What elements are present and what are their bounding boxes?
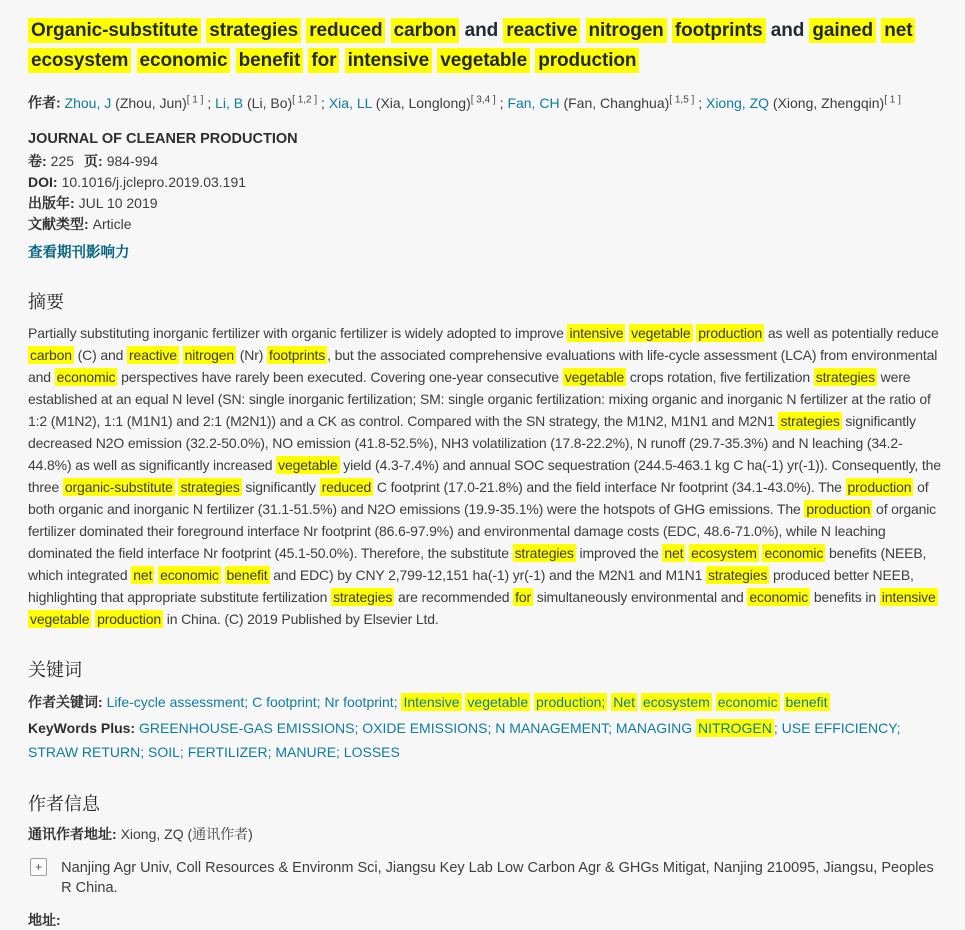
text-run: (Xiong, Zhengqin) — [769, 94, 885, 111]
text-run: were established at an equal N level (SN: single inorganic fertilization; SM: single organic fertilization: mixing organic and inorganic N fertilizer at the ratio of 1:2 (M1N2), 1:1 (M1N1) and 2:1 (M2N1)) and a CK as control. Compared with the SN strategy, the M1N2, M1N1 and M2N1 — [28, 368, 931, 429]
text-run: ; — [203, 94, 216, 111]
highlighted-term: strategies — [708, 566, 768, 583]
text-run: of both organic and inorganic N fertilizer (31.1-51.5%) and N2O emissions (19.9-35.1%) were the hotspots of GHG emissions. The — [28, 478, 929, 517]
text-link[interactable]: C footprint — [252, 693, 317, 710]
text-link[interactable]: Zhou, J — [64, 94, 112, 111]
text-link[interactable]: Net — [613, 693, 635, 710]
text-run: yield (4.3-7.4%) and annual SOC sequestration (244.5-463.1 kg C ha(-1) yr(-1)). Consequently, the three — [28, 456, 941, 495]
highlighted-term: reactive — [503, 18, 580, 43]
text-run — [221, 567, 225, 583]
text-run: (C) and — [73, 346, 128, 363]
author-keywords-label: 作者关键词: — [28, 693, 103, 710]
text-run: and — [765, 20, 810, 41]
volume-value: 225 — [50, 152, 75, 169]
text-run — [580, 20, 585, 41]
keywords-header: 关键词 — [28, 659, 82, 680]
text-run: , but the associated comprehensive evaluations with life-cycle assessment (LCA) from environmental and — [28, 346, 938, 385]
highlighted-term: ecosystem — [28, 48, 131, 73]
address-text: Nanjing Agr Univ, Coll Resources & Environm Sci, Jiangsu Key Lab Low Carbon Agr & GHGs Mitigat, Nanjing 210095, Jiangsu, Peoples R China. — [61, 859, 934, 896]
text-run — [131, 50, 136, 71]
text-link[interactable]: production; — [536, 693, 606, 710]
highlighted-term: intensive — [345, 48, 432, 73]
author-keywords-list — [107, 693, 830, 711]
highlighted-term: strategies — [514, 544, 574, 561]
authors-list — [65, 95, 901, 111]
text-run: produced better NEEB, highlighting that appropriate substitute fertilization — [28, 566, 914, 605]
text-link[interactable]: vegetable — [467, 693, 529, 710]
highlighted-term: footprints — [269, 346, 326, 363]
text-run: [ 1 ] — [186, 94, 204, 105]
addresses-label-clipped: 地址: — [28, 911, 61, 928]
text-link[interactable]: economic — [717, 693, 778, 710]
highlighted-term: intensive — [881, 588, 936, 605]
highlighted-term: production — [698, 324, 763, 341]
highlighted-term: benefit — [236, 48, 304, 73]
text-run: are recommended — [394, 588, 514, 605]
abstract-text — [28, 322, 945, 630]
text-run: as well as potentially reduce — [764, 324, 939, 341]
highlighted-term: vegetable — [564, 368, 625, 385]
text-run: (Nr) — [236, 346, 268, 363]
text-run: crops rotation, five fertilization — [626, 368, 814, 385]
text-link[interactable]: ; — [393, 693, 402, 710]
highlighted-term: production — [847, 478, 912, 495]
highlighted-term: economic — [764, 544, 824, 561]
pubyear-row — [28, 196, 945, 210]
highlighted-term: reduced — [306, 18, 385, 43]
text-link[interactable]: ; — [316, 693, 325, 710]
text-run: improved the — [575, 544, 663, 561]
text-link[interactable]: ; — [244, 693, 253, 710]
highlighted-term: economic — [160, 566, 219, 583]
text-run: (Li, Bo) — [243, 94, 293, 111]
abstract-section — [28, 288, 945, 630]
highlighted-term: strategies — [206, 18, 301, 43]
highlighted-term: nitrogen — [586, 18, 667, 43]
text-link[interactable]: Fan, CH — [507, 94, 560, 111]
highlighted-term: production — [806, 500, 871, 517]
text-run: significantly decreased N2O emission (32.2-50.0%), NO emission (41.8-52.5%), NH3 volatilization (17.8-22.2%), N runoff (29.7-35.3%) and N leaching (34.2-44.8%) as well as significantly increased — [28, 412, 916, 473]
text-run: of organic fertilizer dominated their foreground interface Nr footprint (86.6-97.9%) and environmental damage costs (EDC, 48.6-71.0%), while N leaching dominated the field interface Nr footprint (45.1-50.0%). Therefore, the substitute — [28, 500, 937, 561]
highlighted-term: intensive — [569, 324, 624, 341]
text-run: benefits in — [810, 588, 880, 605]
journal-name: JOURNAL OF CLEANER PRODUCTION — [28, 130, 298, 147]
pages-value: 984-994 — [106, 152, 159, 169]
highlighted-term: net — [664, 544, 684, 561]
text-run: benefits (NEEB, which integrated — [28, 544, 927, 583]
highlighted-term: net — [133, 566, 153, 583]
highlighted-term: economic — [137, 48, 231, 73]
highlighted-term: reduced — [321, 478, 372, 495]
authors-label: 作者: — [28, 94, 61, 111]
text-run: ; — [495, 94, 508, 111]
text-link[interactable]: Life-cycle assessment — [106, 693, 245, 710]
highlighted-term: strategies — [180, 478, 240, 495]
highlighted-term: strategies — [780, 412, 840, 429]
text-run: simultaneously environmental and — [533, 588, 748, 605]
highlighted-term: economic — [56, 368, 116, 385]
text-link[interactable]: benefit — [785, 693, 828, 710]
corresponding-author-label: 通讯作者地址: — [28, 825, 117, 842]
author-info-section — [28, 790, 945, 930]
highlighted-term: Organic-substitute — [28, 18, 201, 43]
highlighted-term: for — [308, 48, 339, 73]
author-keywords-line — [28, 690, 945, 714]
text-link[interactable]: Intensive — [403, 693, 460, 710]
doi-row — [28, 175, 945, 189]
pages-label: 页: — [84, 152, 103, 169]
text-run: (Fan, Changhua) — [559, 94, 670, 111]
text-run: [ 3,4 ] — [470, 94, 496, 105]
highlighted-term: production — [97, 610, 162, 627]
text-run: ; — [317, 94, 329, 111]
authors-line — [28, 90, 945, 113]
text-run: (Zhou, Jun) — [111, 94, 187, 111]
text-run: C footprint (17.0-21.8%) and the field interface Nr footprint (34.1-43.0%). The — [373, 478, 846, 495]
text-run: and — [459, 20, 504, 41]
highlighted-term: strategies — [815, 368, 875, 385]
highlighted-term: carbon — [391, 18, 460, 43]
text-run — [230, 50, 235, 71]
volume-pages-row — [28, 154, 945, 168]
text-run: ; — [694, 94, 706, 111]
text-run: [ 1 ] — [884, 94, 901, 105]
keywords-plus-label: KeyWords Plus: — [28, 719, 136, 736]
text-run: [ 1,5 ] — [669, 94, 695, 105]
text-run: (Xia, Longlong) — [371, 94, 471, 111]
text-link[interactable]: NITROGEN — [697, 719, 772, 736]
expand-address-button[interactable]: + — [30, 858, 47, 876]
text-run: and EDC) by CNY 2,799-12,151 ha(-1) yr(-1) and the M2N1 and M1N1 — [269, 566, 707, 583]
doctype-label: 文献类型: — [28, 215, 89, 232]
highlighted-term: benefit — [226, 566, 268, 583]
pubyear-label: 出版年: — [28, 194, 75, 211]
address-row — [28, 858, 945, 898]
volume-label: 卷: — [28, 152, 47, 169]
highlighted-term: vegetable — [437, 48, 530, 73]
highlighted-term: vegetable — [278, 456, 338, 473]
keywords-plus-line — [28, 716, 945, 764]
text-link[interactable]: Li, B — [215, 94, 244, 111]
highlighted-term: production — [535, 48, 639, 73]
highlighted-term: economic — [749, 588, 809, 605]
journal-block — [28, 131, 945, 262]
highlighted-term: carbon — [30, 346, 72, 363]
highlighted-term: net — [881, 18, 915, 43]
highlighted-term: organic-substitute — [64, 478, 173, 495]
text-run: significantly — [241, 478, 320, 495]
highlighted-term: nitrogen — [184, 346, 235, 363]
keywords-section — [28, 656, 945, 764]
text-run — [385, 20, 390, 41]
highlighted-term: vegetable — [631, 324, 691, 341]
doi-value: 10.1016/j.jclepro.2019.03.191 — [61, 173, 247, 190]
corresponding-author-value: Xiong, ZQ (通讯作者) — [120, 825, 253, 842]
highlighted-term: for — [515, 588, 531, 605]
text-run: Partially substituting inorganic fertilizer with organic fertilizer is widely adopted to improve — [28, 324, 568, 341]
doctype-value: Article — [92, 215, 132, 232]
text-link[interactable] — [780, 694, 784, 710]
keywords-plus-list — [28, 719, 901, 760]
text-link[interactable]: Nr footprint — [324, 693, 394, 710]
highlighted-term: reactive — [129, 346, 177, 363]
highlighted-term: gained — [809, 18, 876, 43]
article-title — [28, 16, 933, 76]
text-link[interactable]: Xia, LL — [328, 94, 372, 111]
text-link[interactable]: Xiong, ZQ — [705, 94, 770, 111]
text-link[interactable]: ecosystem — [642, 693, 710, 710]
doctype-row — [28, 217, 945, 231]
doi-label: DOI: — [28, 173, 58, 190]
text-run: in China. (C) 2019 Published by Elsevier Ltd. — [163, 610, 439, 627]
highlighted-term: vegetable — [30, 610, 90, 627]
highlighted-term: strategies — [333, 588, 393, 605]
pubyear-value: JUL 10 2019 — [78, 194, 158, 211]
text-link[interactable]: GREENHOUSE-GAS EMISSIONS; OXIDE EMISSIONS; N MANAGEMENT; MANAGING — [139, 719, 696, 736]
text-link[interactable]: ; USE EFFICIENCY; STRAW RETURN; SOIL; FERTILIZER; MANURE; LOSSES — [28, 719, 901, 760]
corresponding-author-line — [28, 824, 945, 844]
highlighted-term: ecosystem — [691, 544, 757, 561]
highlighted-term: footprints — [672, 18, 766, 43]
abstract-header: 摘要 — [28, 291, 64, 312]
view-journal-impact-link[interactable]: 查看期刊影响力 — [28, 244, 130, 261]
author-info-header: 作者信息 — [28, 793, 100, 814]
text-run — [339, 50, 344, 71]
text-run: perspectives have rarely been executed. Covering one-year consecutive — [117, 368, 563, 385]
text-run: [ 1,2 ] — [292, 94, 318, 105]
